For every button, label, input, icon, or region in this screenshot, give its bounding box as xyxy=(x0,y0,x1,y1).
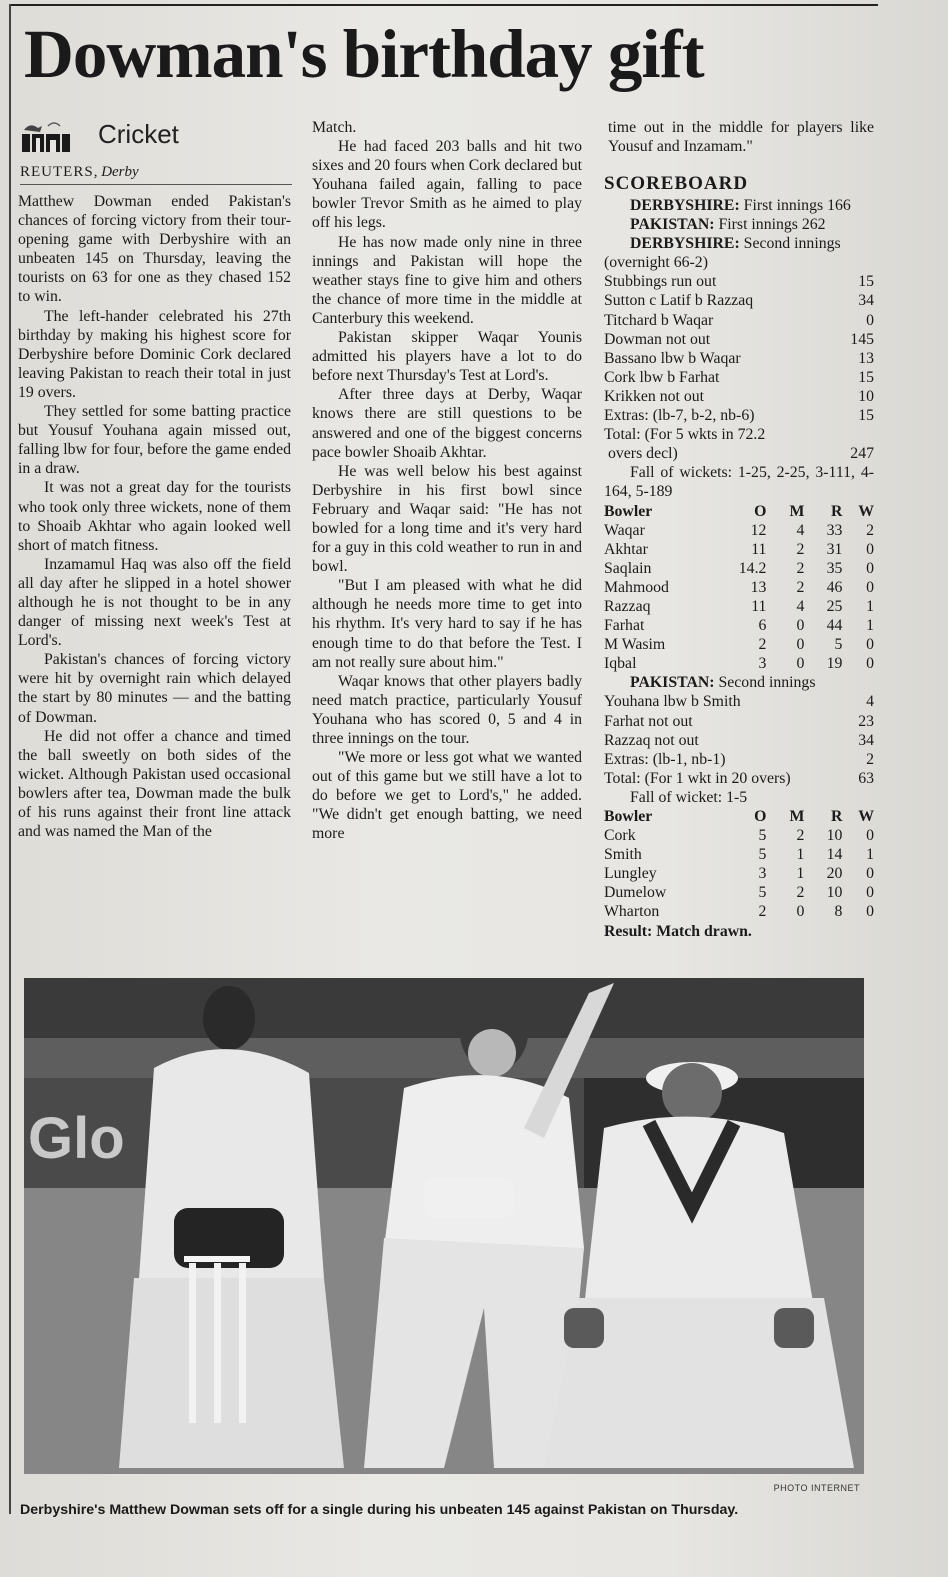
article-column-1 xyxy=(18,192,291,841)
batter-entry: Stubbings run out xyxy=(604,273,717,291)
byline: REUTERS, Derby xyxy=(20,162,292,185)
bowling-row xyxy=(604,521,874,540)
bowling-m: 0 xyxy=(796,617,805,635)
batting-row xyxy=(604,387,874,406)
bowling-r: 44 xyxy=(826,617,843,635)
overnight-score: (overnight 66-2) xyxy=(604,254,708,272)
advertising-board-text: Glo xyxy=(28,1106,125,1171)
article-paragraph: Match. xyxy=(312,119,357,136)
bowling-r: 5 xyxy=(834,636,843,654)
pakistan-bowling-table xyxy=(604,502,874,674)
bowling-header-name: Bowler xyxy=(604,502,653,520)
pakistan-second-innings: PAKISTAN: Second innings xyxy=(630,674,816,692)
batting-row xyxy=(604,311,874,330)
bowling-row xyxy=(604,616,874,635)
bowling-o: 11 xyxy=(751,540,767,558)
bowling-name: Dumelow xyxy=(604,884,667,902)
batter-entry: Titchard b Waqar xyxy=(604,311,714,329)
bowling-name: Razzaq xyxy=(604,597,651,615)
article-paragraph: "We more or less got what we wanted out of this game but we still have a lot to do before we get to Lord's," he added. "We didn't get enough batting, we need more xyxy=(312,749,582,843)
bowling-name: Iqbal xyxy=(604,655,637,673)
derbyshire-total: Total: (For 5 wkts in 72.2 overs decl) 247 xyxy=(604,426,874,463)
newspaper-logo-icon xyxy=(20,120,90,154)
derbyshire-fall-of-wickets: Fall of wickets: 1-25, 2-25, 3-111, 4-164, 5-189 xyxy=(604,464,874,501)
batter-runs: 13 xyxy=(858,349,874,367)
bowling-r: 20 xyxy=(826,865,843,883)
bowling-name: Wharton xyxy=(604,903,660,921)
section-label: Cricket xyxy=(98,119,179,149)
article-paragraph: He did not offer a chance and timed the ball sweetly on both sides of the wicket. Although Pakistan used occasional bowlers after tea, Dowman made the bulk of his runs against their front line attack and was named the Man of the xyxy=(18,727,291,841)
batter-entry: Cork lbw b Farhat xyxy=(604,368,720,386)
bowling-header-m: M xyxy=(789,502,805,520)
bowling-w: 0 xyxy=(866,865,874,883)
bowling-r: 10 xyxy=(826,827,843,845)
bowling-header-r: R xyxy=(830,502,843,520)
article-paragraph: He had faced 203 balls and hit two sixes and 20 fours when Cork declared but Youhana failed again, falling to pace bowler Trevor Smith as he aimed to play off his legs. xyxy=(312,138,582,232)
bowling-name: Cork xyxy=(604,827,636,845)
article-paragraph: Matthew Dowman ended Pakistan's chances of forcing victory from their tour-opening game with Derbyshire with an unbeaten 145 on Thursday, leaving the tourists on 63 for one as they chased 152 to win. xyxy=(18,193,291,306)
bowling-m: 2 xyxy=(796,827,805,845)
bowling-w: 0 xyxy=(866,540,874,558)
batting-row xyxy=(604,330,874,349)
pakistan-fall-of-wickets: Fall of wicket: 1-5 xyxy=(630,788,748,806)
batter-entry: Bassano lbw b Waqar xyxy=(604,349,741,367)
bowling-o: 2 xyxy=(758,903,767,921)
batting-row xyxy=(604,291,874,310)
article-paragraph: After three days at Derby, Waqar knows there are still questions to be answered and one of the biggest concerns pace bowler Shoaib Akhtar. xyxy=(312,386,582,461)
bowling-name: Smith xyxy=(604,846,642,864)
left-rule xyxy=(9,4,11,1514)
article-paragraph: They settled for some batting practice but Yousuf Youhana again missed out, falling lbw for four, before the game ended in a draw. xyxy=(18,403,291,478)
bowling-m: 4 xyxy=(796,521,805,539)
article-paragraph: He has now made only nine in three innings and Pakistan will hope the weather stays fine to give him and others the chance of more time in the middle at Canterbury this weekend. xyxy=(312,233,582,327)
bowling-name: Farhat xyxy=(604,617,645,635)
bowling-row xyxy=(604,635,874,654)
bowling-m: 0 xyxy=(796,655,805,673)
batter-runs: 0 xyxy=(866,311,874,329)
batting-row xyxy=(604,750,874,769)
bowling-row xyxy=(604,864,874,883)
batter-runs: 4 xyxy=(866,693,874,711)
photo-caption: Derbyshire's Matthew Dowman sets off for a single during his unbeaten 145 against Pakistan on Thursday. xyxy=(20,1502,739,1518)
bowling-r: 31 xyxy=(826,540,843,558)
bowling-w: 0 xyxy=(866,827,874,845)
bowling-m: 1 xyxy=(796,865,805,883)
bowling-w: 0 xyxy=(866,578,874,596)
bowling-o: 3 xyxy=(758,865,767,883)
article-paragraph: He was well below his best against Derbyshire in his first bowl since February and Waqar said: "He has not bowled for a long time and it's very hard for a guy in this cold weather to run in and bowl. xyxy=(312,462,582,576)
byline-agency: REUTERS xyxy=(20,164,94,180)
article-paragraph: time out in the middle for players like Yousuf and Inzamam." xyxy=(608,119,874,156)
bowling-r: 33 xyxy=(826,521,843,539)
batter-entry: Krikken not out xyxy=(604,387,705,405)
stumps xyxy=(184,1256,250,1423)
pakistan-batting-card xyxy=(604,692,874,787)
batting-row xyxy=(604,368,874,387)
batter-entry: Sutton c Latif b Razzaq xyxy=(604,292,754,310)
match-result: Result: Match drawn. xyxy=(604,922,752,940)
bowling-w: 0 xyxy=(866,636,874,654)
bowling-row xyxy=(604,559,874,578)
bowling-header-o: O xyxy=(754,502,767,520)
cricket-action-photo xyxy=(24,978,864,1474)
bowling-header-w: W xyxy=(858,502,874,520)
batter-entry: Youhana lbw b Smith xyxy=(604,693,741,711)
pakistan-first-innings: PAKISTAN: First innings 262 xyxy=(630,216,826,234)
article-column-3-top xyxy=(608,118,874,156)
derbyshire-batting-card xyxy=(604,272,874,425)
bowling-row xyxy=(604,883,874,902)
derbyshire-first-innings: DERBYSHIRE: First innings 166 xyxy=(630,197,851,214)
bowling-w: 1 xyxy=(866,617,874,635)
bowling-o: 5 xyxy=(758,846,767,864)
bowling-w: 0 xyxy=(866,655,874,673)
section-header xyxy=(20,116,290,156)
article-paragraph: The left-hander celebrated his 27th birthday by making his highest score for Derbyshire before Dominic Cork declared leaving Pakistan to reach their total in just 19 overs. xyxy=(18,307,291,401)
batting-row xyxy=(604,692,874,711)
bowling-row xyxy=(604,826,874,845)
bowling-w: 0 xyxy=(866,884,874,902)
bowling-row xyxy=(604,540,874,559)
bowling-m: 1 xyxy=(796,846,805,864)
bowling-r: 19 xyxy=(826,655,843,673)
bowling-o: 6 xyxy=(758,617,767,635)
bowling-o: 11 xyxy=(751,597,767,615)
batter-runs: 23 xyxy=(858,712,874,730)
bowling-o: 13 xyxy=(750,578,767,596)
bowling-m: 0 xyxy=(796,903,805,921)
batter-runs: 10 xyxy=(858,387,874,405)
batter-entry: Dowman not out xyxy=(604,330,711,348)
bowling-r: 46 xyxy=(826,578,843,596)
bowling-row xyxy=(604,902,874,921)
bowling-header-m: M xyxy=(789,808,805,825)
byline-place: Derby xyxy=(101,164,139,180)
bowling-m: 2 xyxy=(796,578,805,596)
bowling-r: 25 xyxy=(826,597,843,615)
bowling-w: 1 xyxy=(866,597,874,615)
derbyshire-second-innings: DERBYSHIRE: Second innings xyxy=(630,235,841,253)
batter-runs: 34 xyxy=(858,731,874,749)
bowling-w: 2 xyxy=(866,521,874,539)
scoreboard xyxy=(604,172,874,941)
bowling-w: 0 xyxy=(866,559,874,577)
bowling-row xyxy=(604,845,874,864)
bowling-name: Saqlain xyxy=(604,559,652,577)
bowling-o: 2 xyxy=(758,636,767,654)
bowling-row xyxy=(604,578,874,597)
batting-row xyxy=(604,731,874,750)
bowling-name: Waqar xyxy=(604,521,645,539)
top-rule xyxy=(10,4,878,6)
bowling-name: Mahmood xyxy=(604,578,669,596)
bowling-name: Lungley xyxy=(604,865,657,883)
batter-entry: Farhat not out xyxy=(604,712,693,730)
bowling-header-o: O xyxy=(754,808,767,825)
bowling-m: 4 xyxy=(796,597,805,615)
bowling-m: 0 xyxy=(796,636,805,654)
batter-runs: 145 xyxy=(850,330,874,348)
article-paragraph: Pakistan's chances of forcing victory were hit by overnight rain which delayed the start by 80 minutes — and the batting of Dowman. xyxy=(18,651,291,726)
article-paragraph: It was not a great day for the tourists who took only three wickets, none of them to Shoaib Akhtar who again looked well short of match fitness. xyxy=(18,479,291,554)
article-column-2 xyxy=(312,118,582,844)
batter-runs: 34 xyxy=(858,292,874,310)
bowling-header-r: R xyxy=(830,808,843,825)
bowling-m: 2 xyxy=(796,559,805,577)
bowling-name: M Wasim xyxy=(604,636,666,654)
batter-runs: 15 xyxy=(858,407,874,425)
article-paragraph: Inzamamul Haq was also off the field all day after he slipped in a hotel shower although he is not thought to be in any danger of missing next week's Test at Lord's. xyxy=(18,555,291,650)
batting-row xyxy=(604,272,874,291)
batting-row xyxy=(604,349,874,368)
bowling-r: 14 xyxy=(826,846,843,864)
bowling-m: 2 xyxy=(796,540,805,558)
bowling-name: Akhtar xyxy=(604,540,648,558)
bowling-r: 8 xyxy=(834,903,843,921)
bowling-r: 35 xyxy=(826,559,843,577)
batter-entry: Extras: (lb-1, nb-1) xyxy=(604,750,726,768)
bowling-row xyxy=(604,654,874,673)
photo-credit: PHOTO INTERNET xyxy=(773,1483,860,1493)
bowling-header-w: W xyxy=(858,808,874,825)
article-paragraph: Waqar knows that other players badly need match practice, particularly Yousuf Youhana who has scored 0, 5 and 4 in three innings on the tour. xyxy=(312,672,582,747)
bowling-o: 5 xyxy=(758,827,767,845)
batting-row xyxy=(604,406,874,425)
batting-row xyxy=(604,769,874,788)
bowling-header-name: Bowler xyxy=(604,808,653,825)
match-photo xyxy=(24,978,864,1474)
scoreboard-title: SCOREBOARD xyxy=(604,173,749,194)
batter-runs: 15 xyxy=(858,368,874,386)
bowling-header-row xyxy=(604,807,874,826)
bowling-m: 2 xyxy=(796,884,805,902)
derbyshire-bowling-table xyxy=(604,807,874,922)
bowling-o: 3 xyxy=(758,655,767,673)
batting-row xyxy=(604,712,874,731)
batter-runs: 15 xyxy=(858,273,874,291)
bowling-o: 5 xyxy=(758,884,767,902)
article-paragraph: Pakistan skipper Waqar Younis admitted his players have a lot to do before next Thursday's Test at Lord's. xyxy=(312,329,582,385)
batter-entry: Razzaq not out xyxy=(604,731,699,749)
batter-entry: Extras: (lb-7, b-2, nb-6) xyxy=(604,407,755,425)
batter-entry: Total: (For 1 wkt in 20 overs) xyxy=(604,769,791,787)
bowling-o: 12 xyxy=(750,521,767,539)
bowling-w: 0 xyxy=(866,903,874,921)
batter-runs: 2 xyxy=(866,750,874,768)
article-paragraph: "But I am pleased with what he did although he needs more time to get into his rhythm. It's very hard to say if he has enough time to do that before the Test. I am not really sure about him." xyxy=(312,577,582,671)
bowling-o: 14.2 xyxy=(738,559,767,577)
bowling-w: 1 xyxy=(866,846,874,864)
batter-runs: 63 xyxy=(858,769,874,787)
headline: Dowman's birthday gift xyxy=(24,16,704,92)
bowling-header-row xyxy=(604,502,874,521)
bowling-r: 10 xyxy=(826,884,843,902)
bowling-row xyxy=(604,597,874,616)
